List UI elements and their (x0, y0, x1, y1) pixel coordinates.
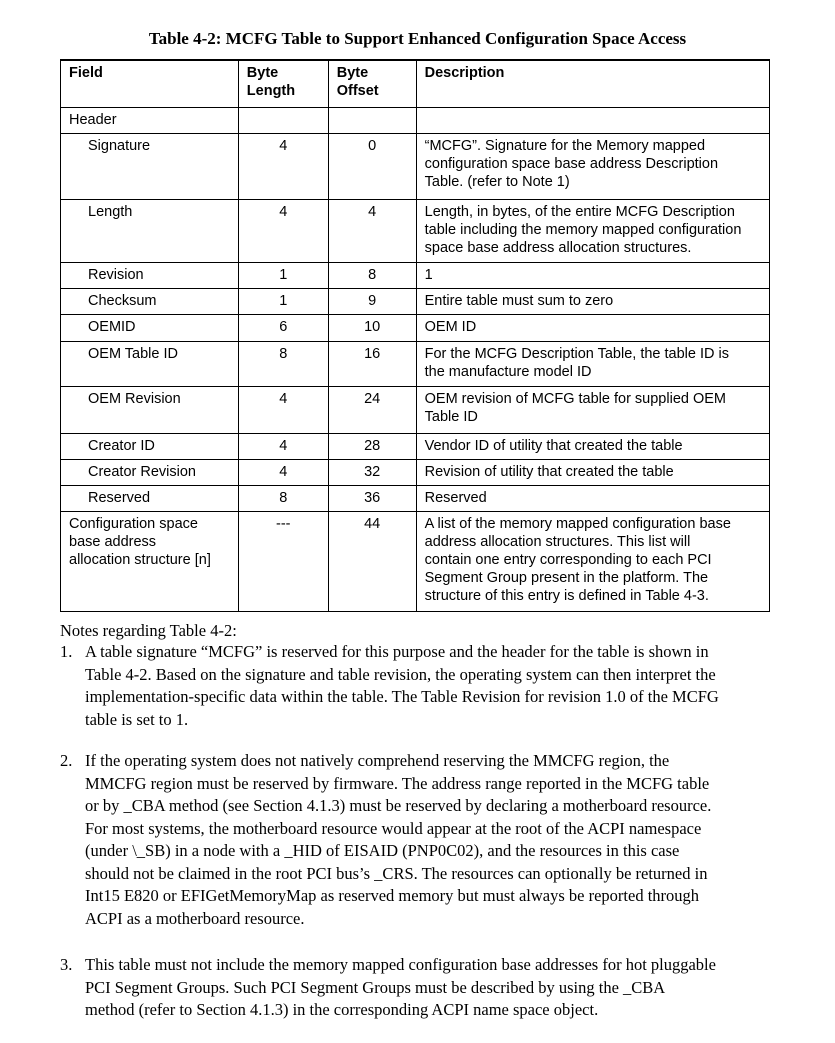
field-cell (61, 263, 239, 289)
table-row (61, 134, 770, 200)
text-line: Revision of utility that created the table (424, 464, 674, 480)
byte-length-cell: 6 (238, 315, 328, 342)
byte-offset-cell: 24 (328, 387, 416, 434)
byte-length-cell (238, 108, 328, 134)
byte-length-cell: 4 (238, 460, 328, 486)
byte-offset-cell: 9 (328, 289, 416, 315)
byte-offset-cell: 0 (328, 134, 416, 200)
description-cell (416, 460, 769, 486)
column-header (238, 60, 328, 108)
text-line: Description (424, 65, 505, 81)
byte-offset-cell: 32 (328, 460, 416, 486)
text-line: should not be claimed in the root PCI bus’s _CRS. The resources can optionally be returned in (85, 863, 708, 883)
description-cell (416, 108, 769, 134)
text-line: Reserved (88, 490, 151, 506)
column-header (61, 60, 239, 108)
byte-length-cell: 4 (238, 387, 328, 434)
text-line: Signature (88, 138, 151, 154)
text-line: Table. (refer to Note 1) (424, 174, 570, 190)
text-line: Entire table must sum to zero (424, 293, 614, 309)
text-line: Revision (88, 267, 144, 283)
text-line: Creator ID (88, 438, 155, 454)
description-cell (416, 486, 769, 512)
text-line: “MCFG”. Signature for the Memory mapped (424, 138, 706, 154)
text-line: For most systems, the motherboard resource would appear at the root of the ACPI namespace (85, 818, 702, 838)
byte-offset-cell: 28 (328, 434, 416, 460)
text-line: method (refer to Section 4.1.3) in the corresponding ACPI name space object. (85, 1000, 599, 1019)
note-text (85, 641, 719, 731)
text-line: 1 (424, 267, 433, 283)
field-cell (61, 434, 239, 460)
text-line: address allocation structures. This list will (424, 534, 691, 550)
byte-length-cell: 4 (238, 134, 328, 200)
text-line: MMCFG region must be reserved by firmware. The address range reported in the MCFG table (85, 773, 710, 793)
table-row (61, 263, 770, 289)
text-line: OEM revision of MCFG table for supplied OEM (424, 391, 727, 407)
byte-length-cell: 1 (238, 289, 328, 315)
byte-offset-cell: 16 (328, 342, 416, 387)
byte-length-cell: 8 (238, 342, 328, 387)
table-caption: Table 4-2: MCFG Table to Support Enhanced Configuration Space Access (148, 29, 687, 48)
text-line: OEM ID (424, 319, 477, 335)
text-line: For the MCFG Description Table, the table ID is (424, 346, 729, 362)
field-cell (61, 387, 239, 434)
description-cell (416, 387, 769, 434)
description-cell (416, 315, 769, 342)
byte-length-cell: 1 (238, 263, 328, 289)
table-header-row (61, 60, 770, 108)
text-line: PCI Segment Groups. Such PCI Segment Groups must be described by using the _CBA (85, 977, 666, 997)
text-line: table including the memory mapped configuration (424, 222, 742, 238)
text-line: allocation structure [n] (69, 552, 211, 568)
text-line: Byte (336, 65, 369, 81)
byte-offset-cell: 44 (328, 512, 416, 612)
column-header (328, 60, 416, 108)
byte-length-cell: 4 (238, 200, 328, 263)
table-row (61, 289, 770, 315)
description-cell (416, 134, 769, 200)
field-cell (61, 108, 239, 134)
field-cell (61, 342, 239, 387)
notes-heading: Notes regarding Table 4-2: (60, 621, 237, 640)
text-line: configuration space base address Description (424, 156, 719, 172)
text-line: or by _CBA method (see Section 4.1.3) must be reserved by declaring a motherboard resource. (85, 796, 712, 815)
byte-length-cell: 8 (238, 486, 328, 512)
text-line: OEMID (88, 319, 136, 335)
note-number: 1. (60, 642, 73, 661)
byte-offset-cell: 36 (328, 486, 416, 512)
text-line: base address (69, 534, 157, 550)
text-line: OEM Table ID (88, 346, 178, 362)
text-line: Length (246, 83, 296, 99)
text-line: Table ID (424, 409, 478, 425)
text-line: Configuration space (69, 516, 198, 532)
note-text (85, 750, 711, 930)
text-line: Checksum (88, 293, 157, 309)
field-cell (61, 134, 239, 200)
text-line: Field (69, 65, 103, 81)
table-row (61, 200, 770, 263)
table-row (61, 486, 770, 512)
field-cell (61, 512, 239, 612)
note-text (85, 954, 716, 1022)
description-cell (416, 342, 769, 387)
table-row (61, 342, 770, 387)
field-cell (61, 486, 239, 512)
table-row (61, 434, 770, 460)
field-cell (61, 200, 239, 263)
text-line: contain one entry corresponding to each PCI (424, 552, 712, 568)
note-number: 3. (60, 955, 73, 974)
text-line: This table must not include the memory mapped configuration base addresses for hot pluggable (85, 955, 716, 974)
byte-offset-cell: 8 (328, 263, 416, 289)
mcfg-table (60, 59, 770, 612)
text-line: A table signature “MCFG” is reserved for this purpose and the header for the table is shown in (85, 642, 709, 661)
text-line: Int15 E820 or EFIGetMemoryMap as reserved memory but must always be reported through (85, 886, 700, 905)
text-line: table is set to 1. (85, 709, 189, 729)
text-line: Creator Revision (88, 464, 196, 480)
text-line: Reserved (424, 490, 487, 506)
text-line: Segment Group present in the platform. The (424, 570, 709, 586)
description-cell (416, 200, 769, 263)
byte-length-cell: --- (238, 512, 328, 612)
description-cell (416, 263, 769, 289)
text-line: Length, in bytes, of the entire MCFG Description (424, 204, 735, 220)
text-line: If the operating system does not natively comprehend reserving the MMCFG region, the (85, 751, 670, 770)
text-line: Vendor ID of utility that created the table (424, 438, 683, 454)
text-line: implementation-specific data within the table. The Table Revision for revision 1.0 of the MCFG (85, 687, 719, 706)
text-line: (under \_SB) in a node with a _HID of EISAID (PNP0C02), and the resources in this case (85, 841, 680, 860)
text-line: space base address allocation structures. (424, 240, 692, 256)
field-cell (61, 460, 239, 486)
note-number: 2. (60, 751, 73, 770)
text-line: Length (88, 204, 133, 220)
table-row (61, 460, 770, 486)
field-cell (61, 315, 239, 342)
text-line: Byte (246, 65, 279, 81)
table-row (61, 512, 770, 612)
byte-length-cell: 4 (238, 434, 328, 460)
description-cell (416, 512, 769, 612)
table-row (61, 387, 770, 434)
text-line: the manufacture model ID (424, 364, 592, 380)
text-line: A list of the memory mapped configuration base (424, 516, 731, 532)
table-row (61, 315, 770, 342)
table-row (61, 108, 770, 134)
byte-offset-cell: 10 (328, 315, 416, 342)
text-line: ACPI as a motherboard resource. (85, 908, 305, 928)
text-line: structure of this entry is defined in Table 4-3. (424, 588, 709, 604)
text-line: OEM Revision (88, 391, 181, 407)
field-cell (61, 289, 239, 315)
byte-offset-cell (328, 108, 416, 134)
description-cell (416, 289, 769, 315)
text-line: Table 4-2. Based on the signature and table revision, the operating system can then interpret the (85, 664, 716, 684)
column-header (416, 60, 769, 108)
description-cell (416, 434, 769, 460)
byte-offset-cell: 4 (328, 200, 416, 263)
text-line: Header (69, 112, 117, 128)
text-line: Offset (336, 83, 379, 99)
